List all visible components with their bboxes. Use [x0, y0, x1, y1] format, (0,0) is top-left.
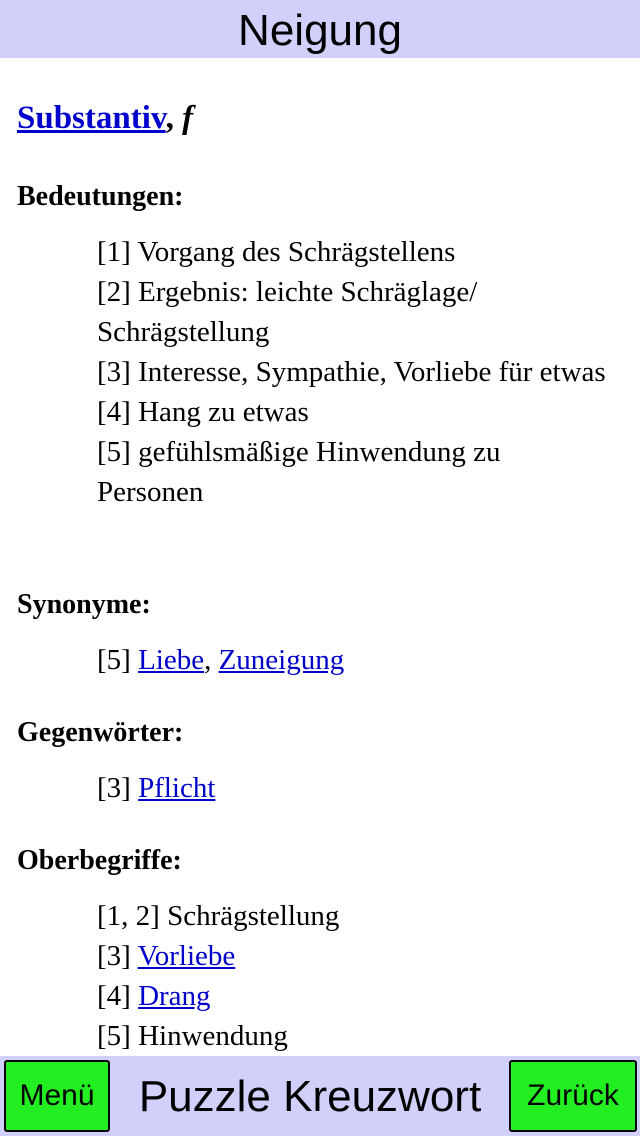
part-of-speech-link[interactable]: Substantiv: [17, 100, 166, 136]
hypernym-item: [97, 976, 607, 1016]
antonym-item: [97, 768, 607, 808]
page-title: Neigung: [0, 0, 640, 58]
hypernym-link-drang[interactable]: Drang: [138, 980, 211, 1012]
hypernym-item: [97, 936, 607, 976]
synonym-item: [97, 640, 607, 680]
definition-item: [3] Interesse, Sympathie, Vorliebe für etwas: [97, 356, 606, 388]
part-of-speech-line: [17, 98, 193, 138]
definition-item: [5] gefühlsmäßige Hinwendung zu Personen: [97, 436, 501, 508]
synonym-sep: ,: [204, 644, 212, 676]
definition-item: [2] Ergebnis: leichte Schräglage/ Schrägstellung: [97, 276, 478, 348]
section-heading-bedeutungen: Bedeutungen:: [17, 181, 184, 212]
hypernym-prefix: [3]: [97, 940, 131, 972]
antonyms-list: [97, 768, 607, 808]
hypernym-item: [5] Hinwendung: [97, 1020, 288, 1052]
hypernym-link-vorliebe[interactable]: Vorliebe: [137, 940, 236, 972]
hypernym-prefix: [4]: [97, 980, 131, 1012]
pos-separator: ,: [165, 100, 174, 136]
definition-item: [1] Vorgang des Schrägstellens: [97, 236, 456, 268]
menu-button[interactable]: Menü: [4, 1060, 110, 1132]
synonym-link-liebe[interactable]: Liebe: [138, 644, 205, 676]
hypernyms-list: [97, 896, 607, 1056]
bottom-toolbar: [0, 1056, 640, 1136]
section-heading-synonyme: Synonyme:: [17, 589, 151, 620]
antonym-link-pflicht[interactable]: Pflicht: [138, 772, 216, 804]
definition-item: [4] Hang zu etwas: [97, 396, 309, 428]
definitions-list: [97, 232, 607, 512]
entry-content[interactable]: [0, 58, 640, 1056]
app-title: Puzzle Kreuzwort: [138, 1072, 482, 1121]
section-heading-oberbegriffe: Oberbegriffe:: [17, 845, 182, 876]
synonyms-list: [97, 640, 607, 680]
gender-label: f: [182, 100, 194, 136]
hypernym-item: [1, 2] Schrägstellung: [97, 900, 340, 932]
synonym-link-zuneigung[interactable]: Zuneigung: [218, 644, 345, 676]
synonym-prefix: [5]: [97, 644, 131, 676]
section-heading-gegenwoerter: Gegenwörter:: [17, 717, 184, 748]
antonym-prefix: [3]: [97, 772, 131, 804]
back-button[interactable]: Zurück: [509, 1060, 637, 1132]
